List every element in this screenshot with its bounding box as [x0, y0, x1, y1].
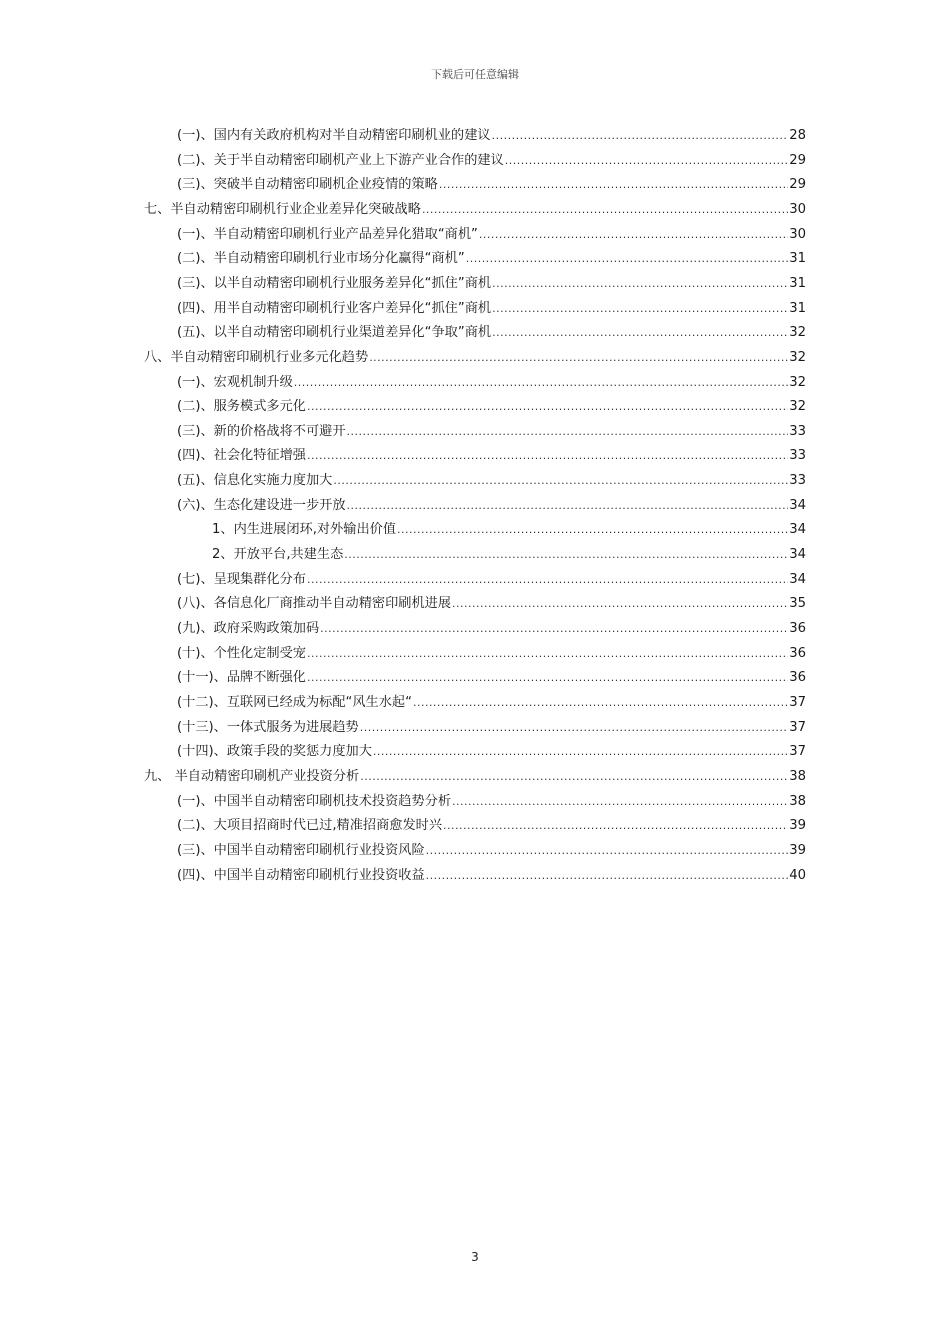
toc-dot-leader [426, 864, 789, 888]
toc-dot-leader [360, 716, 788, 740]
toc-dot-leader [344, 543, 788, 567]
toc-entry-page: 37 [789, 694, 806, 710]
toc-entry[interactable] [177, 839, 806, 863]
toc-entry[interactable] [177, 666, 806, 690]
toc-dot-leader [397, 518, 788, 542]
toc-entry[interactable] [177, 469, 806, 493]
toc-entry-title: (一)、国内有关政府机构对半自动精密印刷机业的建议 [177, 128, 491, 143]
toc-entry[interactable] [212, 518, 806, 542]
toc-dot-leader [347, 420, 789, 444]
toc-dot-leader [426, 839, 789, 863]
toc-entry-title: (一)、中国半自动精密印刷机技术投资趋势分析 [177, 793, 452, 809]
toc-entry-page: 36 [789, 645, 806, 661]
toc-entry-title: (二)、关于半自动精密印刷机产业上下游产业合作的建议 [177, 152, 504, 168]
toc-entry-page: 28 [789, 128, 806, 143]
toc-dot-leader [373, 740, 788, 764]
toc-dot-leader [452, 592, 788, 616]
toc-entry-title: (三)、中国半自动精密印刷机行业投资风险 [177, 842, 425, 858]
toc-entry[interactable] [177, 149, 806, 173]
toc-entry-page: 32 [789, 349, 806, 365]
toc-entry-title: (七)、呈现集群化分布 [177, 571, 306, 587]
toc-entry[interactable] [177, 247, 806, 271]
toc-entry-page: 30 [789, 201, 806, 217]
toc-dot-leader [505, 149, 788, 173]
toc-entry[interactable] [177, 223, 806, 247]
toc-dot-leader [307, 444, 788, 468]
toc-entry-page: 38 [789, 768, 806, 784]
toc-entry[interactable] [177, 691, 806, 715]
toc-entry-title: (十四)、政策手段的奖惩力度加大 [177, 744, 372, 760]
toc-entry[interactable] [177, 494, 806, 518]
toc-entry-page: 39 [789, 818, 806, 834]
toc-entry[interactable] [177, 173, 806, 197]
toc-entry-title: (三)、新的价格战将不可避开 [177, 423, 346, 439]
toc-entry-title: (九)、政府采购政策加码 [177, 621, 320, 636]
toc-dot-leader [369, 346, 788, 370]
toc-dot-leader [452, 790, 788, 814]
toc-entry-page: 40 [789, 867, 806, 883]
toc-entry[interactable] [177, 592, 806, 616]
toc-entry[interactable] [177, 568, 806, 592]
page-number: 3 [471, 1250, 479, 1264]
toc-dot-leader [443, 814, 788, 838]
toc-entry-page: 34 [789, 571, 806, 587]
toc-entry[interactable] [177, 272, 806, 296]
toc-entry[interactable] [177, 371, 806, 395]
toc-dot-leader [307, 395, 788, 419]
toc-dot-leader [294, 371, 788, 395]
toc-entry-title: (三)、以半自动精密印刷机行业服务差异化“抓住”商机 [177, 275, 492, 291]
toc-entry-title: (六)、生态化建设进一步开放 [177, 497, 346, 513]
toc-entry[interactable] [177, 395, 806, 419]
toc-entry[interactable] [177, 790, 806, 814]
toc-entry[interactable] [177, 444, 806, 468]
toc-entry-title: 八、半自动精密印刷机行业多元化趋势 [144, 349, 369, 365]
toc-entry-page: 31 [789, 251, 806, 267]
toc-dot-leader [492, 297, 788, 321]
toc-entry-title: (一)、宏观机制升级 [177, 374, 293, 390]
toc-entry[interactable] [177, 716, 806, 740]
toc-entry-title: (三)、突破半自动精密印刷机企业疫情的策略 [177, 177, 438, 193]
toc-entry-title: (八)、各信息化厂商推动半自动精密印刷机进展 [177, 596, 452, 612]
toc-entry-title: (一)、半自动精密印刷机行业产品差异化猎取“商机” [177, 226, 478, 242]
toc-dot-leader [307, 666, 788, 690]
toc-dot-leader [492, 321, 788, 345]
toc-entry-title: 2、开放平台,共建生态 [212, 547, 344, 563]
toc-dot-leader [307, 642, 788, 666]
toc-entry-page: 30 [789, 226, 806, 242]
toc-entry-title: (二)、服务模式多元化 [177, 399, 306, 415]
toc-entry-title: (五)、以半自动精密印刷机行业渠道差异化“争取”商机 [177, 325, 492, 341]
toc-entry[interactable] [144, 198, 806, 222]
toc-dot-leader [360, 765, 788, 789]
toc-dot-leader [479, 223, 788, 247]
toc-entry[interactable] [177, 864, 806, 888]
toc-entry[interactable] [144, 346, 806, 370]
toc-entry[interactable] [177, 124, 806, 148]
toc-entry-page: 34 [789, 497, 806, 513]
toc-entry-title: (四)、社会化特征增强 [177, 448, 306, 464]
toc-entry-title: (十)、个性化定制受宠 [177, 645, 306, 661]
toc-entry-title: (二)、半自动精密印刷机行业市场分化赢得“商机” [177, 251, 465, 267]
toc-entry-page: 31 [789, 275, 806, 291]
toc-entry-title: 1、内生进展闭环,对外输出价值 [212, 522, 397, 538]
toc-entry-page: 36 [789, 670, 806, 686]
toc-entry-page: 34 [789, 522, 806, 538]
toc-entry-title: (四)、用半自动精密印刷机行业客户差异化“抓住”商机 [177, 300, 492, 316]
page-header-note: 下载后可任意编辑 [431, 68, 519, 81]
toc-entry-page: 37 [789, 719, 806, 735]
toc-entry-page: 32 [789, 399, 806, 415]
toc-entry-page: 33 [789, 423, 806, 439]
toc-dot-leader [320, 617, 788, 641]
toc-entry-title: 七、半自动精密印刷机行业企业差异化突破战略 [144, 201, 421, 217]
toc-entry-title: (五)、信息化实施力度加大 [177, 473, 333, 489]
toc-entry-page: 38 [789, 793, 806, 809]
toc-dot-leader [333, 469, 788, 493]
toc-dot-leader [466, 247, 789, 271]
toc-entry[interactable] [177, 814, 806, 838]
toc-entry[interactable] [177, 740, 806, 764]
toc-entry-title: 九、 半自动精密印刷机产业投资分析 [144, 768, 360, 784]
toc-entry-title: (十三)、一体式服务为进展趋势 [177, 719, 359, 735]
toc-entry[interactable] [177, 617, 806, 641]
toc-entry-page: 32 [789, 325, 806, 341]
toc-entry-page: 31 [789, 300, 806, 316]
toc-dot-leader [307, 568, 788, 592]
toc-dot-leader [422, 198, 788, 222]
toc-entry-page: 33 [789, 448, 806, 464]
toc-dot-leader [439, 173, 788, 197]
toc-dot-leader [492, 124, 789, 148]
toc-entry[interactable] [177, 321, 806, 345]
toc-entry-page: 37 [789, 744, 806, 760]
toc-entry-page: 29 [789, 152, 806, 168]
toc-entry[interactable] [177, 420, 806, 444]
toc-entry-page: 35 [789, 596, 806, 612]
toc-dot-leader [492, 272, 788, 296]
toc-entry[interactable] [177, 642, 806, 666]
toc-entry-title: (十一)、品牌不断强化 [177, 670, 306, 686]
toc-entry-page: 32 [789, 374, 806, 390]
toc-entry[interactable] [144, 765, 806, 789]
toc-entry-page: 34 [789, 547, 806, 563]
toc-entry[interactable] [177, 297, 806, 321]
toc-entry[interactable] [212, 543, 806, 567]
toc-entry-page: 29 [789, 177, 806, 193]
toc-entry-page: 33 [789, 473, 806, 489]
toc-dot-leader [347, 494, 789, 518]
toc-entry-title: (十二)、互联网已经成为标配“风生水起“ [177, 694, 412, 710]
toc-dot-leader [413, 691, 788, 715]
toc-entry-title: (二)、大项目招商时代已过,精准招商愈发时兴 [177, 818, 443, 834]
toc-entry-title: (四)、中国半自动精密印刷机行业投资收益 [177, 867, 425, 883]
toc-entry-page: 36 [789, 621, 806, 636]
toc-entry-page: 39 [789, 842, 806, 858]
